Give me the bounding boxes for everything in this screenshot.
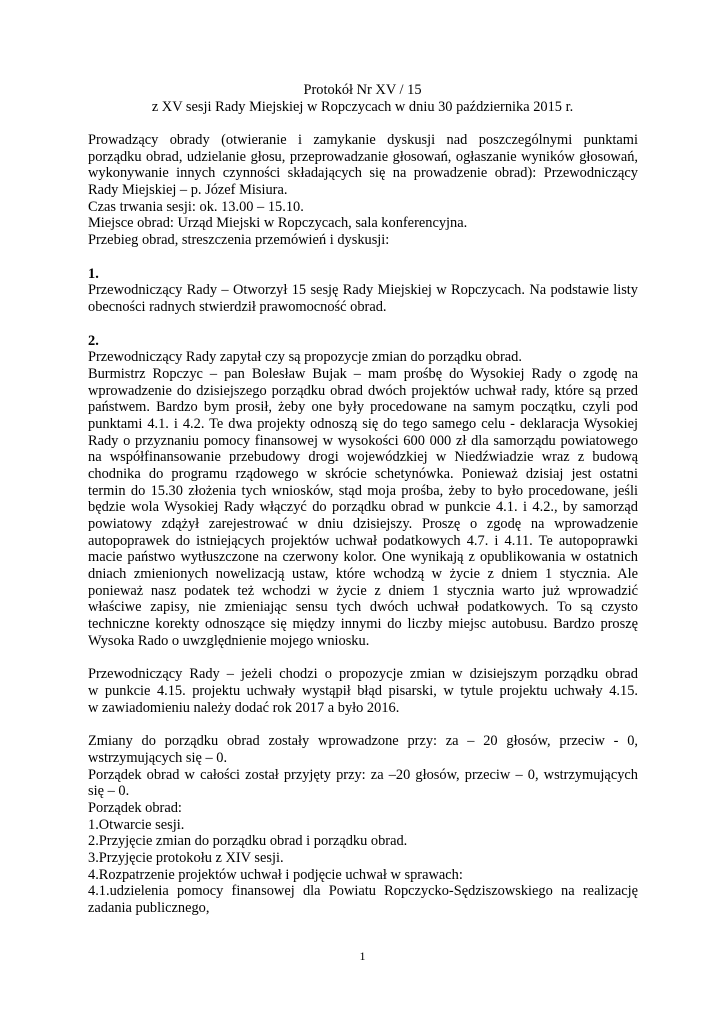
list-item: 4.1.udzielenia pomocy finansowej dla Powiatu Ropczycko-Sędziszowskiego na realizację (88, 883, 638, 899)
intro-line: wykonywanie innych czynności składających się na prowadzenie obrad): Przewodniczący (88, 165, 638, 181)
intro-line: Miejsce obrad: Urząd Miejski w Ropczycach, sala konferencyjna. (88, 215, 468, 231)
paragraph-line: w zawiadomieniu należy dodać rok 2017 a było 2016. (88, 700, 400, 716)
paragraph-line: dniach zmienionych nowelizacją ustaw, które wchodzą w życie z dniem 1 stycznia. Ale (88, 566, 638, 582)
section-number: 2. (88, 333, 99, 349)
paragraph-line: się – 0. (88, 783, 130, 799)
intro-line: Prowadzący obrady (otwieranie i zamykanie dyskusji nad poszczególnymi punktami (88, 132, 638, 148)
paragraph-line: Porządek obrad w całości został przyjęty przy: za –20 głosów, przeciw – 0, wstrzymujących (88, 767, 638, 783)
section-number: 1. (88, 266, 99, 282)
intro-line: porządku obrad, udzielanie głosu, przeprowadzanie głosowań, ogłaszanie wyników głosowań, (88, 149, 638, 165)
document-title: Protokół Nr XV / 15 (303, 82, 422, 98)
page-number: 1 (359, 949, 366, 963)
paragraph-line: państwem. Bardzo bym prosił, żeby one były procedowane na samym początku, czyli pod (88, 399, 638, 415)
intro-line: Przebieg obrad, streszczenia przemówień i dyskusji: (88, 232, 390, 248)
paragraph-line: właściwe zapisy, nie zmieniając sensu tych dwóch uchwał podatkowych. To są czysto (88, 599, 638, 615)
paragraph-line: wprowadzenie do dzisiejszego porządku obrad dwóch projektów uchwał rady, które są przed (88, 383, 638, 399)
paragraph-line: Burmistrz Ropczyc – pan Bolesław Bujak – mam prośbę do Wysokiej Rady o zgodę na (88, 366, 638, 382)
paragraph-line: macie państwo wytłuszczone na czerwony kolor. One wynikają z opublikowania w ostatnich (88, 549, 638, 565)
paragraph-line: Przewodniczący Rady – jeżeli chodzi o propozycje zmian w dzisiejszym porządku obrad (88, 666, 638, 682)
document-subtitle: z XV sesji Rady Miejskiej w Ropczycach w dniu 30 października 2015 r. (151, 99, 574, 115)
paragraph-line: w punkcie 4.15. projektu uchwały wystąpił błąd pisarski, w tytule projektu uchwały 4.15. (88, 683, 638, 699)
paragraph-line: powiatowy zdążył zarejestrować w dniu dzisiejszy. Proszę o zgodę na wprowadzenie (88, 516, 638, 532)
list-item: 2.Przyjęcie zmian do porządku obrad i porządku obrad. (88, 833, 408, 849)
list-item: 3.Przyjęcie protokołu z XIV sesji. (88, 850, 284, 866)
paragraph-line: będzie wola Wysokiej Rady włączyć do porządku obrad w punkcie 4.1. i 4.2., by samorząd (88, 499, 638, 515)
list-item: 4.Rozpatrzenie projektów uchwał i podjęcie uchwał w sprawach: (88, 867, 463, 883)
list-item: 1.Otwarcie sesji. (88, 817, 185, 833)
paragraph-line: obecności radnych stwierdził prawomocność obrad. (88, 299, 387, 315)
paragraph-line: Wysoka Rado o uwzględnienie mojego wniosku. (88, 633, 370, 649)
paragraph-line: wstrzymujących się – 0. (88, 750, 228, 766)
intro-line: Czas trwania sesji: ok. 13.00 – 15.10. (88, 199, 304, 215)
paragraph-line: techniczne korekty odnoszące się między innymi do liczby miejsc autobusu. Bardzo proszę (88, 616, 638, 632)
list-item: zadania publicznego, (88, 900, 210, 916)
paragraph-line: chodnika do programu rządowego w skrócie schetynówka. Ponieważ dzisiaj jest ostatni (88, 466, 638, 482)
paragraph-line: Zmiany do porządku obrad zostały wprowadzone przy: za – 20 głosów, przeciw - 0, (88, 733, 638, 749)
paragraph-line: na współfinansowanie przebudowy drogi wojewódzkiej w Niedźwiadzie wraz z budową (88, 449, 638, 465)
intro-line: Rady Miejskiej – p. Józef Misiura. (88, 182, 288, 198)
paragraph-line: Przewodniczący Rady zapytał czy są propozycje zmian do porządku obrad. (88, 349, 522, 365)
paragraph-line: Rady o przyznaniu pomocy finansowej w wysokości 600 000 zł dla samorządu powiatowego (88, 433, 638, 449)
paragraph-line: Przewodniczący Rady – Otworzył 15 sesję Rady Miejskiej w Ropczycach. Na podstawie listy (88, 282, 638, 298)
paragraph-line: Porządek obrad: (88, 800, 182, 816)
paragraph-line: termin do 15.30 złożenia tych wniosków, stąd moja prośba, żeby to było procedowane, jeśli (88, 483, 638, 499)
paragraph-line: punktami 4.1. i 4.2. Te dwa projekty odnoszą się do tego samego celu - deklaracja Wysokiej (88, 416, 638, 432)
paragraph-line: ponieważ nasz podatek też wchodzi w życie z dniem 1 stycznia warto już wprowadzić (88, 583, 638, 599)
paragraph-line: autopoprawek do istniejących projektów uchwał podatkowych 4.7. i 4.11. Te autopoprawki (88, 533, 638, 549)
